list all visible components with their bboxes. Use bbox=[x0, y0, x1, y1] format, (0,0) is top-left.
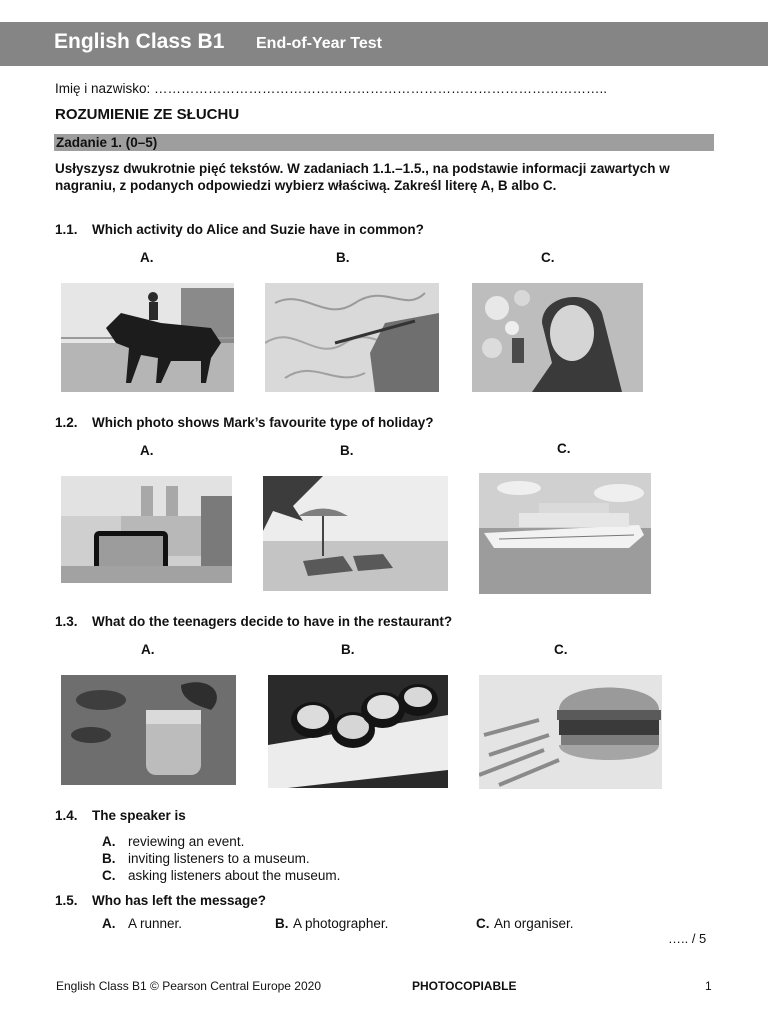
option-text: A photographer. bbox=[293, 916, 389, 931]
question-text: What do the teenagers decide to have in the restaurant? bbox=[92, 614, 453, 629]
option-letter[interactable]: B. bbox=[340, 443, 354, 458]
question-number: 1.5. bbox=[55, 893, 78, 908]
drawing-photo bbox=[265, 283, 439, 392]
header-title: English Class B1 bbox=[54, 30, 225, 53]
question-1-2 bbox=[55, 415, 434, 430]
option-letter[interactable]: C. bbox=[541, 250, 555, 265]
option-b[interactable] bbox=[275, 916, 388, 931]
option-letter: B. bbox=[275, 916, 289, 931]
option-letter: A. bbox=[102, 916, 116, 931]
question-text: Which activity do Alice and Suzie have in common? bbox=[92, 222, 424, 237]
question-number: 1.1. bbox=[55, 222, 78, 237]
footer-photocopiable: PHOTOCOPIABLE bbox=[412, 979, 517, 993]
question-number: 1.4. bbox=[55, 808, 78, 823]
question-1-1 bbox=[55, 222, 424, 237]
sushi-photo bbox=[268, 675, 448, 788]
question-1-4 bbox=[55, 808, 186, 823]
option-a[interactable] bbox=[102, 916, 182, 931]
option-letter[interactable]: A. bbox=[141, 642, 155, 657]
smoothie-photo bbox=[61, 675, 236, 785]
option-letter: A. bbox=[102, 834, 116, 849]
option-letter[interactable]: B. bbox=[341, 642, 355, 657]
question-text: The speaker is bbox=[92, 808, 186, 823]
option-text: An organiser. bbox=[494, 916, 574, 931]
question-text: Who has left the message? bbox=[92, 893, 267, 908]
question-1-5 bbox=[55, 893, 266, 908]
option-letter: B. bbox=[102, 851, 116, 866]
score-field: ….. / 5 bbox=[668, 931, 707, 946]
option-letter: C. bbox=[476, 916, 490, 931]
cruise-ship-photo bbox=[479, 473, 651, 594]
option-text: A runner. bbox=[128, 916, 183, 931]
option-letter[interactable]: B. bbox=[336, 250, 350, 265]
task-instructions: Usłyszysz dwukrotnie pięć tekstów. W zadaniach 1.1.–1.5., na podstawie informacji zawartych w nagraniu, z podanych odpowiedzi wybierz właściwą. Zakreśl literę A, B albo C. bbox=[55, 161, 670, 193]
option-letter[interactable]: A. bbox=[140, 443, 154, 458]
option-letter[interactable]: C. bbox=[554, 642, 568, 657]
question-text: Which photo shows Mark’s favourite type of holiday? bbox=[92, 415, 434, 430]
header-subtitle: End-of-Year Test bbox=[256, 35, 382, 52]
singing-photo bbox=[472, 283, 643, 392]
question-number: 1.3. bbox=[55, 614, 78, 629]
option-c[interactable] bbox=[102, 868, 340, 883]
option-text: reviewing an event. bbox=[128, 834, 245, 849]
task-title: Zadanie 1. (0–5) bbox=[56, 135, 158, 150]
page-number: 1 bbox=[705, 979, 712, 993]
name-field-line: Imię i nazwisko: ……………………………………………………………………………………….. bbox=[55, 81, 608, 96]
option-c[interactable] bbox=[476, 916, 574, 931]
footer-copyright: English Class B1 © Pearson Central Europe 2020 bbox=[56, 979, 321, 993]
horse-riding-photo bbox=[61, 283, 234, 392]
option-text: inviting listeners to a museum. bbox=[128, 851, 310, 866]
beach-photo bbox=[263, 476, 448, 591]
option-letter[interactable]: A. bbox=[140, 250, 154, 265]
section-title: ROZUMIENIE ZE SŁUCHU bbox=[55, 106, 240, 123]
burger-fries-photo bbox=[479, 675, 662, 789]
option-a[interactable] bbox=[102, 834, 244, 849]
option-letter[interactable]: C. bbox=[557, 441, 571, 456]
city-sightseeing-photo bbox=[61, 476, 232, 583]
option-letter: C. bbox=[102, 868, 116, 883]
option-b[interactable] bbox=[102, 851, 310, 866]
option-text: asking listeners about the museum. bbox=[128, 868, 341, 883]
question-number: 1.2. bbox=[55, 415, 78, 430]
question-1-3 bbox=[55, 614, 452, 629]
